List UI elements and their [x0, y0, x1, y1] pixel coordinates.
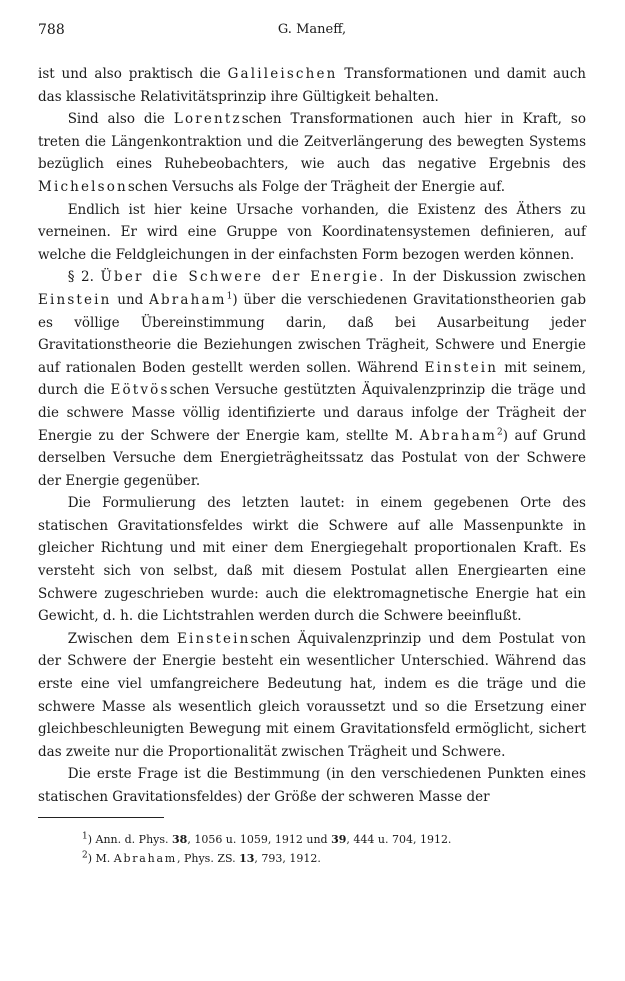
spaced-name: Über die Schwere der Energie. [100, 269, 386, 286]
spaced-name: Michelson [38, 178, 128, 195]
spaced-name: Einstein [424, 359, 499, 376]
paragraph [38, 63, 586, 108]
text-run: schen Äquivalenzprinzip und dem Postulat von der Schwere der Energie besteht ein wesentlicher Unterschied. Während das erste eine viel umfangreichere Bedeutung hat, indem es die träge und die schwere Masse als wesentlich gleich voraussetzt und so die Ersetzung einer gleichbeschleunigten Bewegung mit einem Gravitationsfeld ermöglicht, sichert das zweite nur die Proportionalität zwischen Trägheit und Schwere. [38, 630, 586, 760]
paragraph [38, 628, 586, 764]
paragraph [38, 108, 586, 198]
text-run: ist und also praktisch die [38, 66, 228, 82]
text-run: , 444 u. 704, 1912. [346, 832, 452, 846]
text-run: ) über die verschiedenen Gravitationstheorien gab es völlige Übereinstimmung darin, daß bei Ausarbeitung jeder Gravitationstheorie die Beziehungen zwischen Trägheit, Schwere und Energie auf rationalen Boden gestellt werden sollen. Während [38, 291, 586, 376]
body-text [38, 63, 586, 809]
footnote-divider [38, 817, 164, 818]
footnote [82, 830, 586, 849]
text-run: Zwischen dem [67, 630, 177, 647]
paragraph [38, 266, 586, 492]
volume-number: 38 [172, 832, 188, 846]
text-run: schen Versuchs als Folge der Trägheit der Energie auf. [127, 178, 506, 195]
volume-number: 13 [239, 851, 255, 865]
text-run: Transformationen und damit auch das klassische Relativitätsprinzip ihre Gültigkeit behalten. [38, 66, 586, 105]
text-run: Sind also die [67, 111, 174, 128]
footnote [82, 849, 586, 868]
text-run: schen Transformationen auch hier in Kraft, so treten die Längenkontraktion und die Zeitverlängerung des bewegten Systems bezüglich eines Ruhebeobachters, wie auch das negative Ergebnis des [38, 111, 586, 173]
footnote-marker: 2 [497, 427, 503, 437]
paragraph [38, 763, 586, 808]
spaced-name: Abraham [149, 291, 227, 308]
text-run: , 793, 1912. [254, 851, 321, 865]
spaced-name: Abraham [419, 427, 498, 444]
footnote-marker: 1 [226, 291, 233, 302]
text-run: ) M. [87, 851, 114, 865]
footnote-marker: 2 [82, 849, 88, 860]
text-run: und [111, 291, 150, 308]
text-run: ) auf Grund derselben Versuche dem Energieträgheitssatz das Postulat von der Schwere der Energie gegenüber. [38, 427, 586, 489]
spaced-name: Lorentz [173, 111, 242, 128]
spaced-name: Einstein [176, 630, 251, 647]
page-number: 788 [38, 22, 65, 38]
spaced-name: Einstein [38, 291, 112, 308]
text-run: mit seinem, durch die [38, 359, 586, 399]
page [38, 20, 586, 868]
paragraph [38, 199, 586, 267]
text-run: Die erste Frage ist die Bestimmung (in den verschiedenen Punkten eines statischen Gravitationsfeldes) der Größe der schweren Masse der [38, 766, 586, 805]
text-run: , 1056 u. 1059, 1912 und [187, 832, 332, 846]
volume-number: 39 [331, 832, 347, 846]
text-run: § 2. [67, 269, 101, 286]
text-run: In der Diskussion zwischen [385, 269, 586, 286]
text-run: , Phys. ZS. [176, 851, 240, 865]
footnotes [38, 830, 586, 868]
running-title: G. Maneff, [277, 22, 347, 37]
footnote-marker: 1 [82, 830, 88, 841]
paragraph [38, 492, 586, 628]
spaced-name: Eötvös [110, 382, 170, 399]
text-run: ) Ann. d. Phys. [87, 832, 173, 846]
text-run: schen Versuche gestützten Äquivalenzprinzip die träge und die schwere Masse völlig identifizierte und daraus infolge der Trägheit der Energie zu der Schwere der Energie kam, stellte M. [38, 382, 586, 444]
page-header [38, 20, 586, 44]
spaced-name: Galileischen [227, 66, 338, 82]
text-run: Endlich ist hier keine Ursache vorhanden, die Existenz des Äthers zu verneinen. Er wird eine Gruppe von Koordinatensystemen definieren, auf welche die Feldgleichungen in der einfachsten Form bezogen werden können. [38, 201, 586, 263]
text-run: Die Formulierung des letzten lautet: in einem gegebenen Orte des statischen Gravitationsfeldes wirkt die Schwere auf alle Massenpunkte in gleicher Richtung und mit einer dem Energiegehalt proportionalen Kraft. Es versteht sich von selbst, daß mit diesem Postulat allen Energiearten eine Schwere zugeschrieben wurde: auch die elektromagnetische Energie hat ein Gewicht, d. h. die Lichtstrahlen werden durch die Schwere beeinflußt. [38, 495, 586, 625]
spaced-name: Abraham [113, 851, 177, 865]
